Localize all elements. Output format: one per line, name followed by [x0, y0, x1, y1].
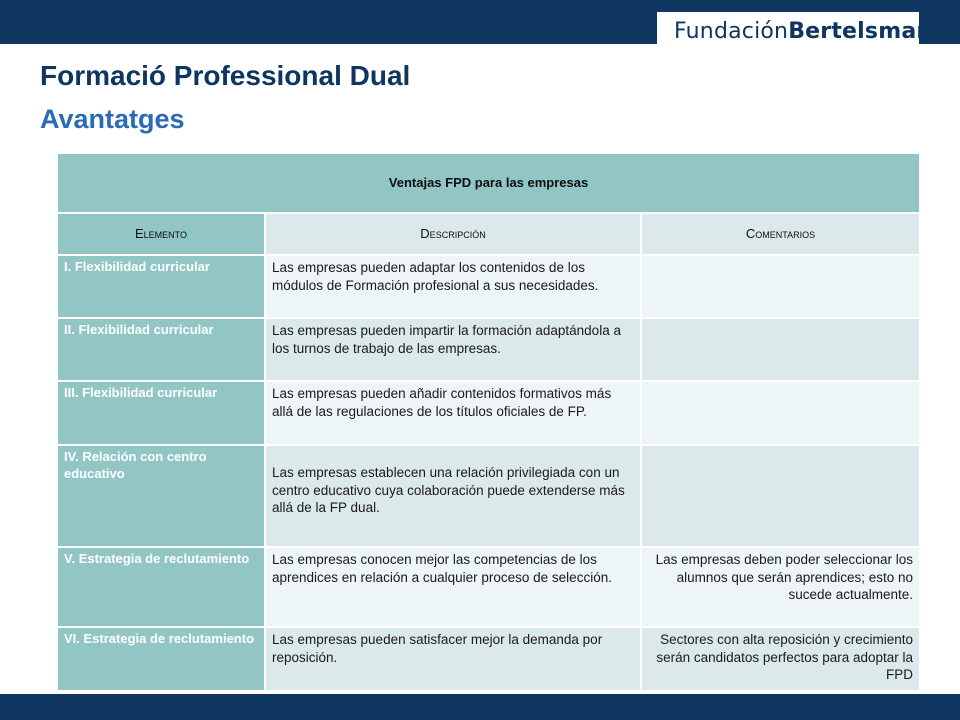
table-caption-row — [57, 153, 920, 213]
row-comentarios — [641, 318, 920, 381]
table-caption: Ventajas FPD para las empresas — [57, 153, 920, 213]
logo-text-light: Fundación — [674, 18, 789, 44]
page-subtitle: Avantatges — [40, 104, 185, 134]
row-comentarios — [641, 445, 920, 547]
logo-text-bold: Bertelsmann — [788, 18, 949, 44]
advantages-table — [56, 152, 921, 692]
table-row — [57, 445, 920, 547]
table-header-row — [57, 213, 920, 255]
row-elemento: V. Estrategia de reclutamiento — [57, 547, 265, 627]
row-comentarios: Las empresas deben poder seleccionar los alumnos que serán aprendices; esto no sucede actualmente. — [641, 547, 920, 627]
table-row — [57, 255, 920, 318]
table-row — [57, 381, 920, 445]
row-descripcion: Las empresas pueden satisfacer mejor la demanda por reposición. — [265, 627, 641, 691]
fundacion-bertelsmann-logo — [657, 12, 949, 50]
column-header-comentarios: Comentarios — [641, 213, 920, 255]
row-elemento: IV. Relación con centro educativo — [57, 445, 265, 547]
row-descripcion: Las empresas pueden impartir la formación adaptándola a los turnos de trabajo de las empresas. — [265, 318, 641, 381]
bottom-banner — [0, 694, 960, 720]
row-descripcion: Las empresas pueden adaptar los contenidos de los módulos de Formación profesional a sus necesidades. — [265, 255, 641, 318]
column-header-elemento: Elemento — [57, 213, 265, 255]
row-elemento: VI. Estrategia de reclutamiento — [57, 627, 265, 691]
row-descripcion: Las empresas conocen mejor las competencias de los aprendices en relación a cualquier proceso de selección. — [265, 547, 641, 627]
page-title: Formació Professional Dual — [40, 60, 411, 91]
table-row — [57, 547, 920, 627]
row-comentarios — [641, 255, 920, 318]
table-row — [57, 627, 920, 691]
row-comentarios: Sectores con alta reposición y crecimiento serán candidatos perfectos para adoptar la FPD — [641, 627, 920, 691]
column-header-descripcion: Descripción — [265, 213, 641, 255]
row-elemento: I. Flexibilidad curricular — [57, 255, 265, 318]
table-row — [57, 318, 920, 381]
row-descripcion: Las empresas establecen una relación privilegiada con un centro educativo cuya colaboración puede extenderse más allá de la FP dual. — [265, 445, 641, 547]
row-elemento: III. Flexibilidad curricular — [57, 381, 265, 445]
row-descripcion: Las empresas pueden añadir contenidos formativos más allá de las regulaciones de los títulos oficiales de FP. — [265, 381, 641, 445]
row-comentarios — [641, 381, 920, 445]
logo-text — [674, 19, 948, 44]
row-elemento: II. Flexibilidad curricular — [57, 318, 265, 381]
